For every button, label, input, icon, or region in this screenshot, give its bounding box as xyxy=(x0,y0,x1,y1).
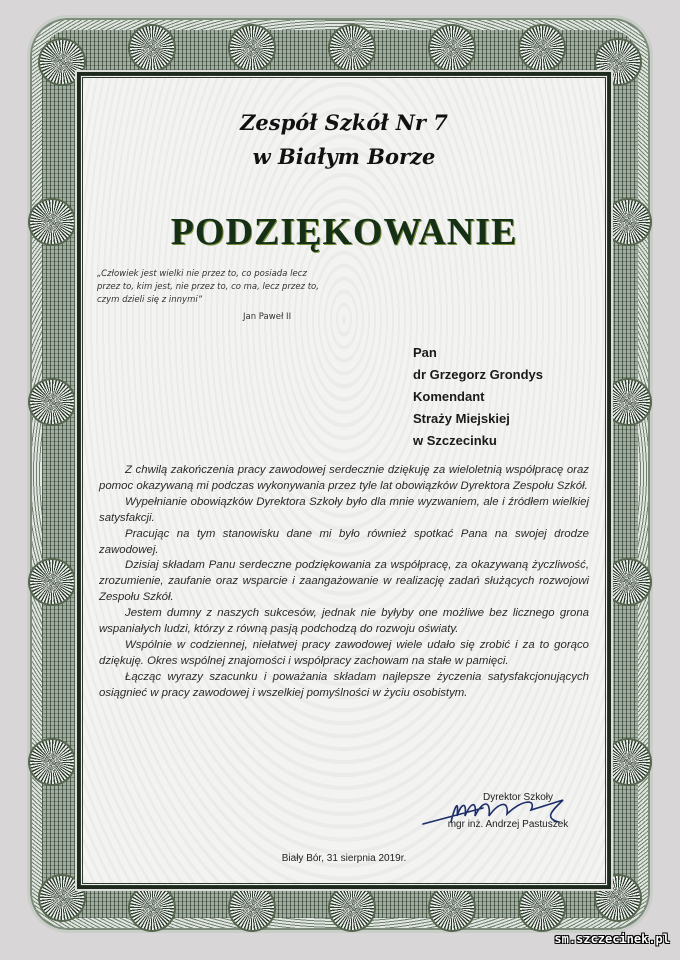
border-rosette-icon xyxy=(520,886,564,930)
quote-line: „Człowiek jest wielki nie przez to, co posiada lecz xyxy=(97,269,307,279)
border-rosette-icon xyxy=(520,26,564,70)
border-rosette-icon xyxy=(30,560,74,604)
border-rosette-icon xyxy=(606,380,650,424)
recipient-line: dr Grzegorz Grondys xyxy=(413,367,544,382)
recipient-line: w Szczecinku xyxy=(413,433,497,448)
quote-line: przez to, kim jest, nie przez to, co ma, lecz przez to, xyxy=(97,282,319,292)
border-rosette-icon xyxy=(130,26,174,70)
recipient-line: Pan xyxy=(413,345,437,360)
border-rosette-icon xyxy=(30,740,74,784)
border-rosette-icon xyxy=(230,886,274,930)
border-rosette-icon xyxy=(40,40,84,84)
border-rosette-icon xyxy=(606,200,650,244)
body-paragraph: Jestem dumny z naszych sukcesów, jednak nie byłyby one możliwe bez licznego grona wspaniałych ludzi, którzy z równą pasją podchodzą do rozwoju oświaty. xyxy=(99,607,589,636)
border-rosette-icon xyxy=(606,560,650,604)
source-watermark: sm.szczecinek.pl xyxy=(554,932,670,946)
recipient-line: Straży Miejskiej xyxy=(413,411,510,426)
place-and-date: Biały Bór, 31 sierpnia 2019r. xyxy=(281,853,407,864)
recipient-line: Komendant xyxy=(413,389,485,404)
border-rosette-icon xyxy=(330,886,374,930)
quote-author: Jan Paweł II xyxy=(243,312,292,322)
signatory-role: Dyrektor Szkoły xyxy=(482,792,553,803)
border-rosette-icon xyxy=(40,876,84,920)
signatory-name: mgr inż. Andrzej Pastuszek xyxy=(447,819,569,830)
border-rosette-icon xyxy=(230,26,274,70)
body-paragraph: Z chwilą zakończenia pracy zawodowej serdecznie dziękuję za wieloletnią współpracę oraz pomoc okazywaną mi podczas wykonywania przez tyle lat obowiązków Dyrektora Zespołu Szkół. xyxy=(99,464,589,492)
school-name-line2: w Białym Borze xyxy=(252,144,436,169)
quote-line: czym dzieli się z innymi” xyxy=(97,295,203,305)
document-title: PODZIĘKOWANIE xyxy=(170,211,518,253)
border-rosette-icon xyxy=(130,886,174,930)
body-paragraph: Pracując na tym stanowisku dane mi było również spotkać Pana na swojej drodze zawodowej. xyxy=(99,527,589,556)
border-rosette-icon xyxy=(30,380,74,424)
body-paragraph: Wspólnie w codziennej, niełatwej pracy zawodowej wiele udało się zrobić i za to gorąco dziękuję. Okres wspólnej znajomości i współpracy zachowam na stałe w pamięci. xyxy=(99,638,589,667)
certificate-page xyxy=(80,75,608,886)
border-rosette-icon xyxy=(30,200,74,244)
epigraph-quote xyxy=(97,268,347,307)
border-rosette-icon xyxy=(606,740,650,784)
body-paragraph: Dzisiaj składam Panu serdeczne podziękowania za współpracę, za okazywaną życzliwość, zrozumienie, zaufanie oraz wsparcie i zaangażowanie w realizację zadań służących rozwojowi Zespołu Szkół. xyxy=(99,559,589,604)
body-paragraph: Wypełnianie obowiązków Dyrektora Szkoły było dla mnie wyzwaniem, ale i źródłem wielkiej satysfakcji. xyxy=(99,495,589,524)
border-rosette-icon xyxy=(330,26,374,70)
school-name-line1: Zespół Szkół Nr 7 xyxy=(240,110,448,135)
letter-body xyxy=(99,463,589,702)
border-rosette-icon xyxy=(430,886,474,930)
recipient-address xyxy=(413,342,543,452)
school-name xyxy=(83,106,605,174)
border-rosette-icon xyxy=(430,26,474,70)
body-paragraph: Łącząc wyrazy szacunku i poważania składam najlepsze życzenia satysfakcjonujących osiągnieć w pracy zawodowej i wszelkiej pomyślności w życiu osobistym. xyxy=(99,670,589,699)
signature-block xyxy=(413,792,603,830)
